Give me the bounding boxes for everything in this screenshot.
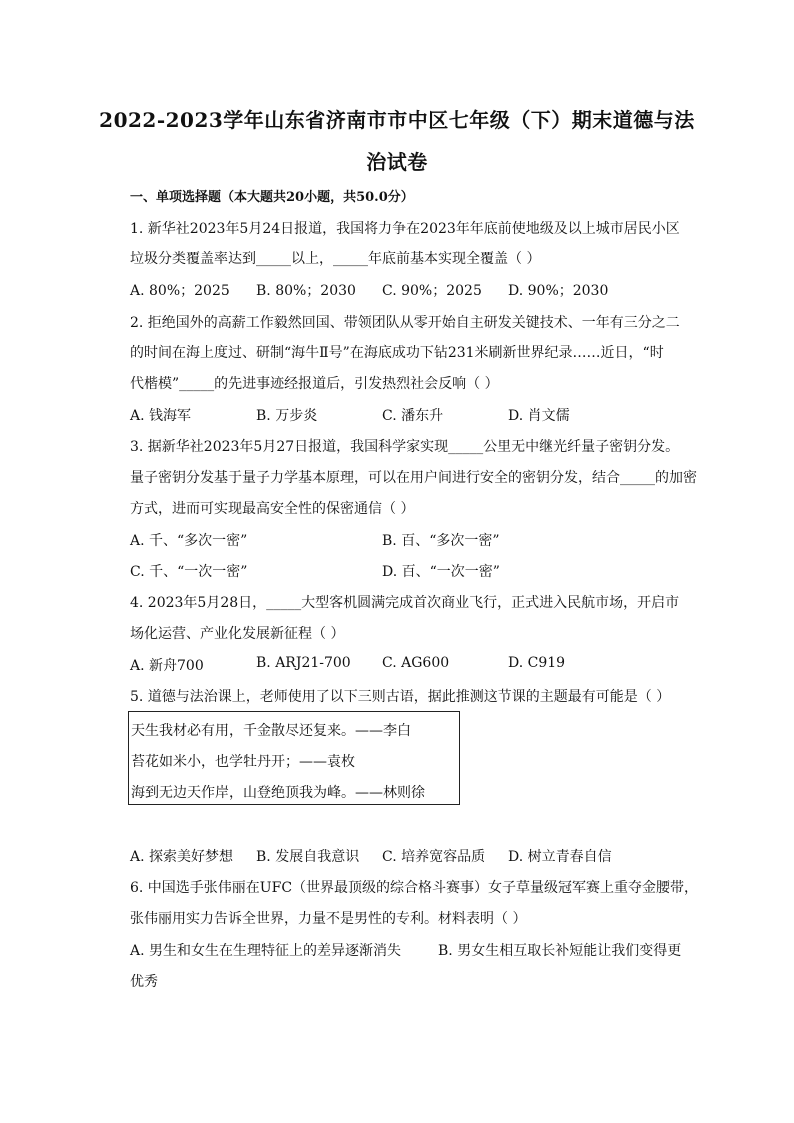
q6-option-b-continued: 优秀 <box>130 974 158 990</box>
q4-option-c: C. AG600 <box>382 655 450 671</box>
q6-line1: 6. 中国选手张伟丽在UFC（世界最顶级的综合格斗赛事）女子草量级冠军赛上重夺金腰带， <box>130 880 699 896</box>
q4-option-a: A. 新舟700 <box>130 658 204 674</box>
q5-option-a: A. 探索美好梦想 <box>130 849 234 865</box>
q4-option-b: B. ARJ21-700 <box>256 655 351 671</box>
q3-option-b: B. 百、“多次一密” <box>382 533 500 549</box>
quote-line: 海到无边天作岸，山登绝顶我为峰。——林则徐 <box>131 785 425 801</box>
quote-line: 苔花如米小，也学牡丹开；——袁枚 <box>131 754 355 770</box>
q3-line2: 量子密钥分发基于量子力学基本原理，可以在用户间进行安全的密钥分发，结合_____的加密 <box>130 470 697 486</box>
q3-option-d: D. 百、“一次一密” <box>382 564 500 580</box>
q2-option-d: D. 肖文儒 <box>508 408 570 424</box>
q1-line2: 垃圾分类覆盖率达到_____以上，_____年底前基本实现全覆盖（ ） <box>130 251 541 267</box>
q2-option-b: B. 万步炎 <box>256 408 318 424</box>
q1-option-d: D. 90%；2030 <box>508 283 609 299</box>
q3-line3: 方式，进而可实现最高安全性的保密通信（ ） <box>130 501 415 517</box>
section-header: 一、单项选择题（本大题共20小题，共50.0分） <box>130 190 414 205</box>
q3-option-a: A. 千、“多次一密” <box>130 533 248 549</box>
q4-line2: 场化运营、产业化发展新征程（ ） <box>130 626 345 642</box>
q4-option-d: D. C919 <box>508 655 566 671</box>
q2-option-c: C. 潘东升 <box>382 408 444 424</box>
exam-title-line2: 治试卷 <box>366 150 428 174</box>
q6-option-a: A. 男生和女生在生理特征上的差异逐渐消失 <box>130 943 402 959</box>
q2-option-a: A. 钱海军 <box>130 408 192 424</box>
q5-option-b: B. 发展自我意识 <box>256 849 360 865</box>
q1-option-c: C. 90%；2025 <box>382 283 482 299</box>
q3-line1: 3. 据新华社2023年5月27日报道，我国科学家实现_____公里无中继光纤量子密钥分发。 <box>130 439 680 455</box>
q4-line1: 4. 2023年5月28日，_____大型客机圆满完成首次商业飞行，正式进入民航市场，开启市 <box>130 595 680 611</box>
q5-option-c: C. 培养宽容品质 <box>382 849 486 865</box>
q1-line1: 1. 新华社2023年5月24日报道，我国将力争在2023年年底前使地级及以上城市居民小区 <box>130 221 680 237</box>
q2-line3: 代楷模”_____的先进事迹经报道后，引发热烈社会反响（ ） <box>130 376 499 392</box>
q2-line2: 的时间在海上度过、研制“海牛Ⅱ号”在海底成功下钻231米刷新世界纪录……近日，“时 <box>130 345 664 361</box>
q1-option-b: B. 80%；2030 <box>256 283 356 299</box>
q1-option-a: A. 80%；2025 <box>130 283 230 299</box>
q6-line2: 张伟丽用实力告诉全世界，力量不是男性的专利。材料表明（ ） <box>130 911 527 927</box>
q2-line1: 2. 拒绝国外的高薪工作毅然回国、带领团队从零开始自主研发关键技术、一年有三分之二 <box>130 315 680 331</box>
quote-line: 天生我材必有用，千金散尽还复来。——李白 <box>131 723 411 739</box>
q5-line1: 5. 道德与法治课上，老师使用了以下三则古语，据此推测这节课的主题最有可能是（ ） <box>130 689 671 705</box>
quote-box <box>128 711 460 805</box>
exam-title-line1: 2022-2023学年山东省济南市市中区七年级（下）期末道德与法 <box>99 108 695 132</box>
q6-option-b: B. 男女生相互取长补短能让我们变得更 <box>438 943 682 959</box>
q3-option-c: C. 千、“一次一密” <box>130 564 248 580</box>
q5-option-d: D. 树立青春自信 <box>508 849 612 865</box>
